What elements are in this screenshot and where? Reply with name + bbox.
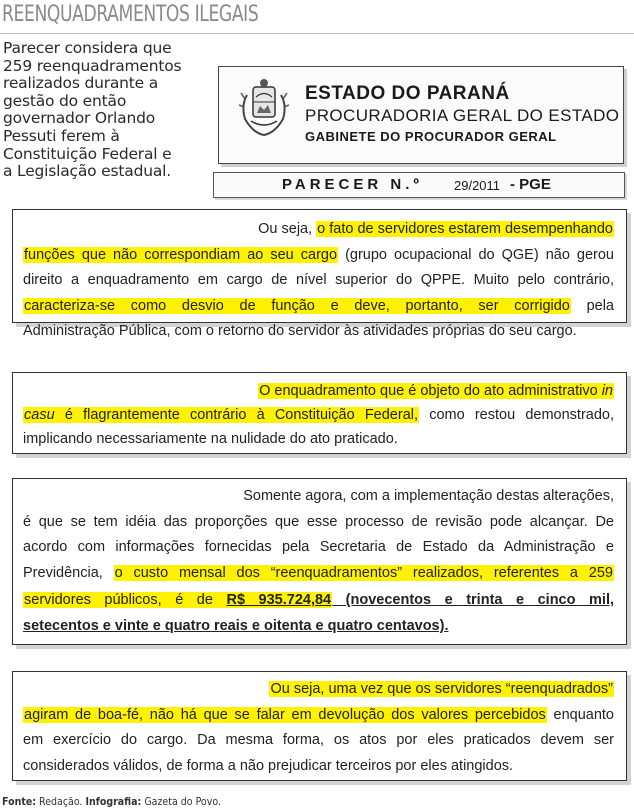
quote-line: Somente agora, com a implementação destas alterações, bbox=[243, 488, 614, 504]
intro-line: Constituição Federal e bbox=[3, 144, 172, 163]
cost-amount: R$ 935.724,84 bbox=[226, 592, 332, 608]
quote-line: em exercício do cargo. Da mesma forma, os atos por eles praticados devem ser bbox=[23, 732, 614, 748]
highlighted-text: agiram de boa-fé, não há que se falar em devolução dos valores percebidos bbox=[24, 707, 546, 723]
highlighted-text: o custo mensal dos “reenquadramentos” realizados, referentes a 259 bbox=[114, 565, 613, 581]
quote-line: casu é flagrantemente contrário à Constituição Federal, como restou demonstrado, bbox=[24, 407, 614, 423]
letterhead-cabinet: GABINETE DO PROCURADOR GERAL bbox=[305, 129, 557, 144]
parecer-number: 29/2011 bbox=[454, 178, 501, 193]
letterhead-office: PROCURADORIA GERAL DO ESTADO bbox=[305, 106, 620, 125]
page-title: REENQUADRAMENTOS ILEGAIS bbox=[2, 2, 259, 27]
intro-line: Pessuti ferem à bbox=[3, 126, 120, 145]
quote-line bbox=[23, 679, 614, 699]
quote-line: considerados válidos, de forma a não prejudicar terceiros por eles atingidos. bbox=[23, 758, 514, 774]
intro-line: Parecer considera que bbox=[3, 39, 172, 57]
highlighted-text: servidores públicos, é de R$ 935.724,84 bbox=[24, 592, 332, 608]
quote-line: setecentos e vinte e quatro reais e oitenta e quatro centavos). bbox=[23, 618, 449, 634]
quote-line: Ou seja, o fato de servidores estarem desempenhando bbox=[258, 221, 613, 237]
intro-line: gestão do então bbox=[3, 91, 127, 110]
intro-line: governador Orlando bbox=[3, 109, 155, 128]
quote-line: Administração Pública, com o retorno do servidor às atividades próprias do seu cargo. bbox=[23, 323, 577, 339]
parecer-label: PARECER N.º bbox=[282, 176, 423, 193]
quote-excerpt-2 bbox=[12, 372, 627, 454]
intro-line: 259 reenquadramentos bbox=[3, 56, 182, 75]
title-divider bbox=[0, 33, 634, 34]
quote-line: servidores públicos, é de R$ 935.724,84 (novecentos e trinta e cinco mil, bbox=[24, 592, 614, 608]
source-credit: Fonte: Redação. Infografia: Gazeta do Povo. bbox=[2, 795, 221, 808]
highlighted-text: funções que não correspondiam ao seu cargo bbox=[24, 247, 338, 263]
intro-line: realizados durante a bbox=[3, 74, 159, 93]
quote-line: funções que não correspondiam ao seu cargo (grupo ocupacional do QGE) não gerou bbox=[24, 247, 614, 263]
intro-line: a Legislação estadual. bbox=[3, 162, 171, 181]
quote-line: caracteriza-se como desvio de função e deve, portanto, ser corrigido pela bbox=[24, 298, 614, 314]
parecer-number-bar bbox=[213, 172, 625, 198]
quote-line: é que se tem idéia das proporções que esse processo de revisão pode alcançar. De bbox=[23, 514, 614, 530]
quote-excerpt-1 bbox=[12, 209, 627, 339]
parecer-suffix: - PGE bbox=[510, 176, 551, 193]
document-letterhead bbox=[218, 66, 624, 164]
quote-line: direito a enquadramento em cargo de nível superior do QPPE. Muito pelo contrário, bbox=[23, 272, 614, 288]
intro-text bbox=[3, 40, 203, 181]
highlighted-text: casu é flagrantemente contrário à Constituição Federal, bbox=[24, 407, 419, 423]
quote-excerpt-3 bbox=[12, 478, 627, 645]
letterhead-state: ESTADO DO PARANÁ bbox=[305, 83, 510, 104]
quote-excerpt-4 bbox=[12, 671, 627, 781]
highlighted-text: Ou seja, uma vez que os servidores “reenquadrados” bbox=[270, 681, 613, 697]
highlighted-text: O enquadramento que é objeto do ato administrativo in bbox=[259, 383, 613, 399]
highlighted-text: o fato de servidores estarem desempenhando bbox=[317, 221, 613, 237]
quote-line: Previdência, o custo mensal dos “reenquadramentos” realizados, referentes a 259 bbox=[23, 565, 613, 581]
quote-line: acordo com informações fornecidas pela Secretaria de Estado da Administração e bbox=[23, 539, 614, 555]
quote-line bbox=[23, 381, 614, 401]
quote-line: agiram de boa-fé, não há que se falar em devolução dos valores percebidos enquanto bbox=[24, 707, 614, 723]
quote-line: implicando necessariamente na nulidade do ato praticado. bbox=[23, 431, 398, 447]
highlighted-text: caracteriza-se como desvio de função e deve, portanto, ser corrigido bbox=[24, 298, 570, 314]
parana-coat-of-arms-icon bbox=[239, 77, 289, 137]
